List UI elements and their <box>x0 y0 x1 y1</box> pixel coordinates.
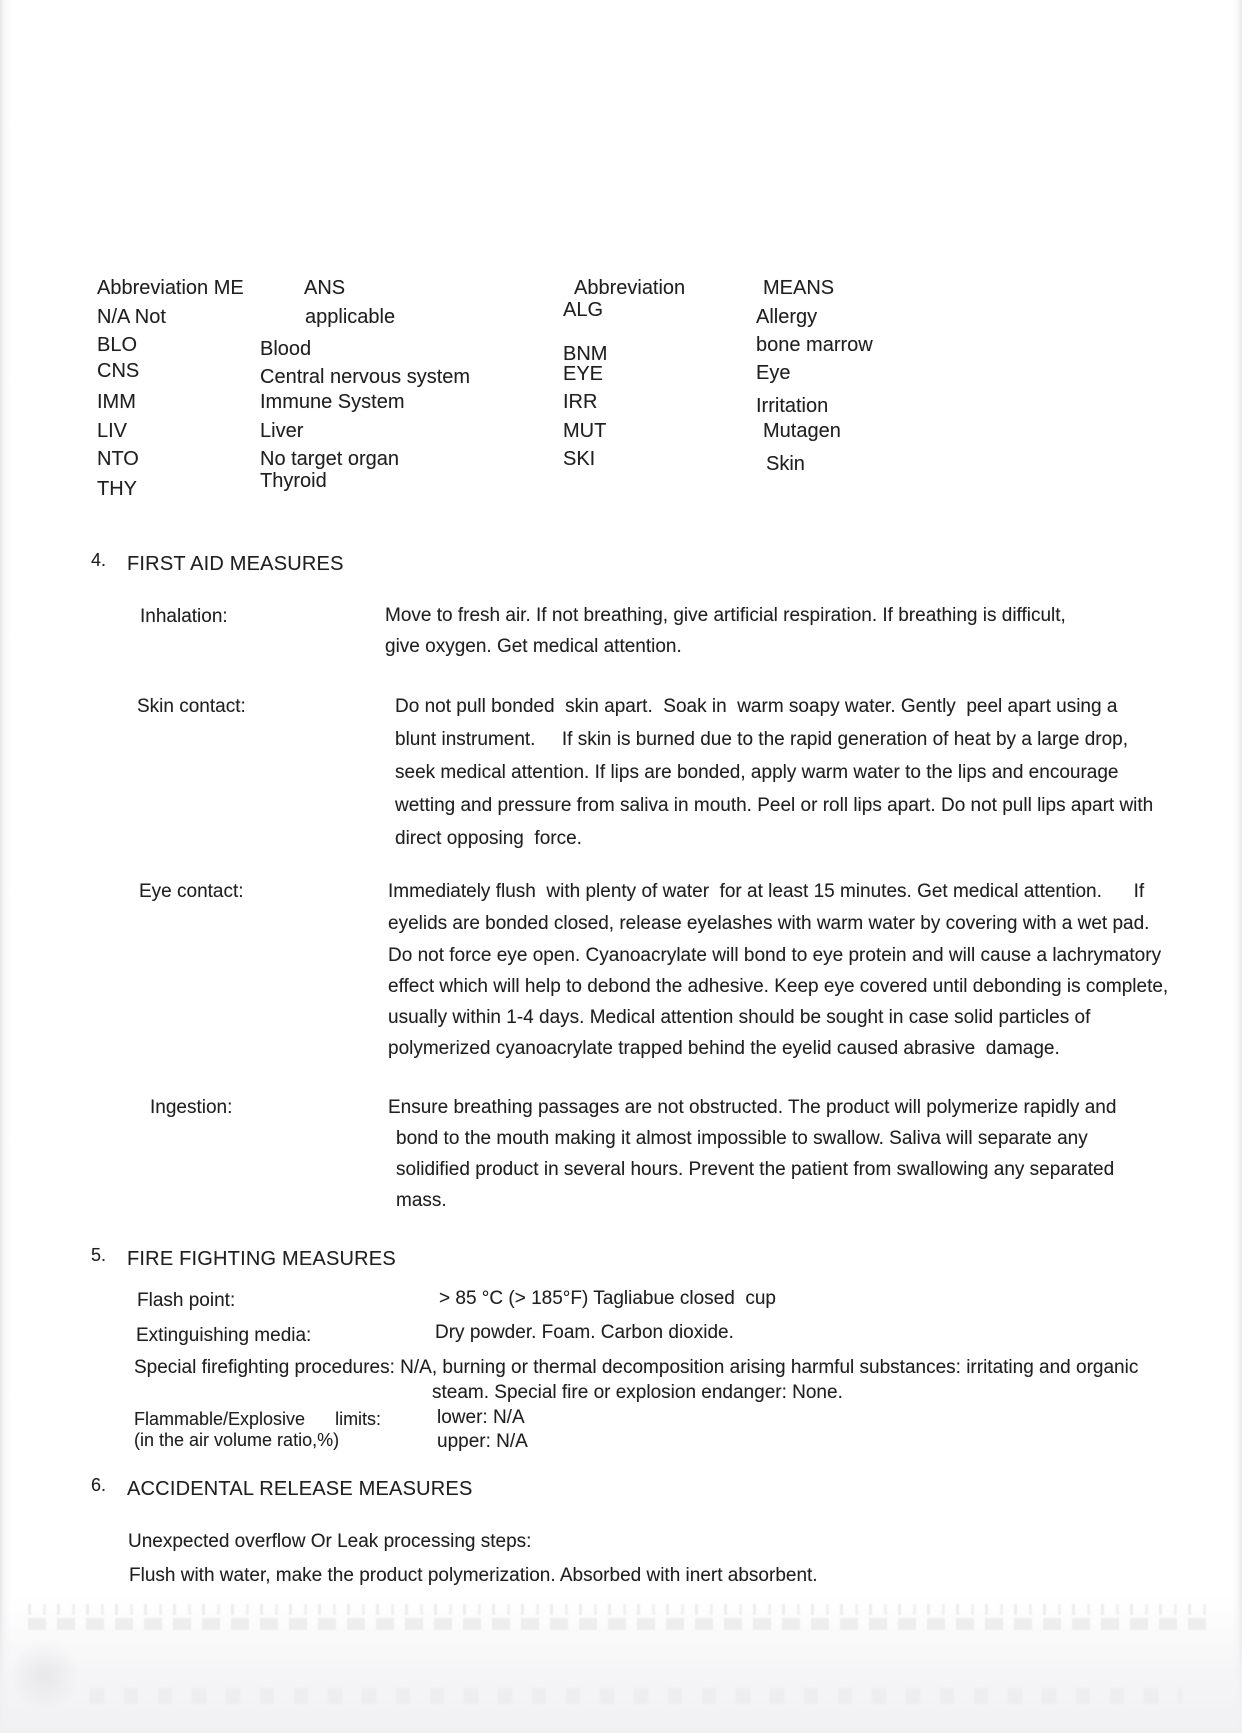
abbrev-meaning: Blood <box>260 338 312 360</box>
scan-artifact-pattern <box>28 1604 1216 1634</box>
section-4-title: FIRST AID MEASURES <box>127 553 344 575</box>
abbrev-meaning: Mutagen <box>763 420 841 442</box>
release-steps-text: Flush with water, make the product polymerization. Absorbed with inert absorbent. <box>129 1565 818 1586</box>
release-steps-heading: Unexpected overflow Or Leak processing steps: <box>128 1531 532 1552</box>
abbrev-code: CNS <box>97 360 140 382</box>
ingestion-line: solidified product in several hours. Prevent the patient from swallowing any separated <box>396 1159 1115 1180</box>
flammable-upper-value: upper: N/A <box>437 1431 528 1452</box>
section-4-number: 4. <box>91 550 107 570</box>
ingestion-label: Ingestion: <box>150 1097 233 1118</box>
abbrev-meaning: Central nervous system <box>260 366 471 388</box>
special-procedures-line: Special firefighting procedures: N/A, burning or thermal decomposition arising harmful substances: irritating and organic <box>134 1357 1139 1378</box>
abbrev-code: IMM <box>97 391 136 413</box>
skin-contact-line: Do not pull bonded skin apart. Soak in warm soapy water. Gently peel apart using a <box>395 696 1118 717</box>
section-5-title: FIRE FIGHTING MEASURES <box>127 1248 396 1270</box>
abbrev-table-row <box>0 470 1242 502</box>
eye-contact-line: effect which will help to debond the adhesive. Keep eye covered until debonding is complete, <box>388 976 1169 997</box>
abbrev-header-col1: Abbreviation ME <box>97 277 244 299</box>
abbrev-code: THY <box>97 478 137 500</box>
abbrev-code: SKI <box>563 448 596 470</box>
abbrev-table-header-row <box>0 277 1242 301</box>
eye-contact-line: Do not force eye open. Cyanoacrylate will bond to eye protein and will cause a lachrymatory <box>388 945 1162 966</box>
eye-contact-line: usually within 1-4 days. Medical attention should be sought in case solid particles of <box>388 1007 1091 1028</box>
extinguishing-media-value: Dry powder. Foam. Carbon dioxide. <box>435 1322 734 1343</box>
eye-contact-line: Immediately flush with plenty of water for at least 15 minutes. Get medical attention. If <box>388 881 1145 902</box>
abbrev-meaning: Liver <box>260 420 304 442</box>
abbrev-header-col2: ANS <box>304 277 346 299</box>
section-6-number: 6. <box>91 1475 107 1495</box>
flammable-limits-sublabel: (in the air volume ratio,%) <box>134 1430 340 1450</box>
abbrev-header-col3: Abbreviation <box>574 277 686 299</box>
flammable-lower-value: lower: N/A <box>437 1407 525 1428</box>
abbrev-table-row <box>0 360 1242 388</box>
abbrev-meaning: Allergy <box>756 306 818 328</box>
abbrev-code: MUT <box>563 420 607 442</box>
abbrev-table-row <box>0 299 1242 330</box>
abbrev-code: IRR <box>563 391 598 413</box>
abbrev-meaning: Eye <box>756 362 791 384</box>
abbrev-table-row <box>0 334 1242 365</box>
abbrev-code: EYE <box>563 363 604 385</box>
inhalation-label: Inhalation: <box>140 606 228 627</box>
abbrev-table-row <box>0 448 1242 475</box>
special-procedures-line: steam. Special fire or explosion endanger: None. <box>432 1382 843 1403</box>
abbrev-meaning: bone marrow <box>756 334 873 356</box>
scan-edge-right <box>1233 0 1242 1733</box>
abbrev-code: ALG <box>563 299 604 321</box>
scan-artifact-smudge <box>10 1640 80 1710</box>
abbrev-table-row <box>0 391 1242 415</box>
abbrev-code: BLO <box>97 334 138 356</box>
abbrev-header-col4: MEANS <box>763 277 835 299</box>
abbrev-meaning: No target organ <box>260 448 399 470</box>
scan-edge-left <box>0 0 11 1733</box>
flash-point-label: Flash point: <box>137 1290 236 1311</box>
eye-contact-line: polymerized cyanoacrylate trapped behind the eyelid caused abrasive damage. <box>388 1038 1060 1059</box>
skin-contact-label: Skin contact: <box>137 696 246 717</box>
abbrev-code: LIV <box>97 420 128 442</box>
abbrev-meaning: Irritation <box>756 395 829 417</box>
inhalation-line: Move to fresh air. If not breathing, give artificial respiration. If breathing is difficult, <box>385 605 1066 626</box>
flammable-limits-label: Flammable/Explosive limits: <box>134 1409 382 1429</box>
eye-contact-line: eyelids are bonded closed, release eyelashes with warm water by covering with a wet pad. <box>388 913 1150 934</box>
skin-contact-line: wetting and pressure from saliva in mouth. Peel or roll lips apart. Do not pull lips apart with <box>395 795 1154 816</box>
abbrev-code: N/A Not <box>97 306 166 328</box>
inhalation-line: give oxygen. Get medical attention. <box>385 636 682 657</box>
ingestion-line: bond to the mouth making it almost impossible to swallow. Saliva will separate any <box>396 1128 1088 1149</box>
section-6-title: ACCIDENTAL RELEASE MEASURES <box>127 1478 473 1500</box>
skin-contact-line: seek medical attention. If lips are bonded, apply warm water to the lips and encourage <box>395 762 1119 783</box>
abbrev-meaning: applicable <box>305 306 396 328</box>
abbrev-meaning: Thyroid <box>260 470 327 492</box>
ingestion-line: mass. <box>396 1190 447 1211</box>
section-5-number: 5. <box>91 1245 107 1265</box>
ingestion-line: Ensure breathing passages are not obstructed. The product will polymerize rapidly and <box>388 1097 1117 1118</box>
scan-artifact-pattern <box>90 1688 1182 1704</box>
abbrev-meaning: Immune System <box>260 391 405 413</box>
flash-point-value: > 85 °C (> 185°F) Tagliabue closed cup <box>439 1288 776 1309</box>
extinguishing-media-label: Extinguishing media: <box>136 1325 312 1346</box>
eye-contact-label: Eye contact: <box>139 881 244 902</box>
skin-contact-line: blunt instrument. If skin is burned due to the rapid generation of heat by a large drop, <box>395 729 1129 750</box>
abbrev-code: NTO <box>97 448 139 470</box>
abbrev-meaning: Skin <box>766 453 805 475</box>
abbrev-table-row <box>0 420 1242 444</box>
abbrev-code: BNM <box>563 343 608 365</box>
skin-contact-line: direct opposing force. <box>395 828 582 849</box>
